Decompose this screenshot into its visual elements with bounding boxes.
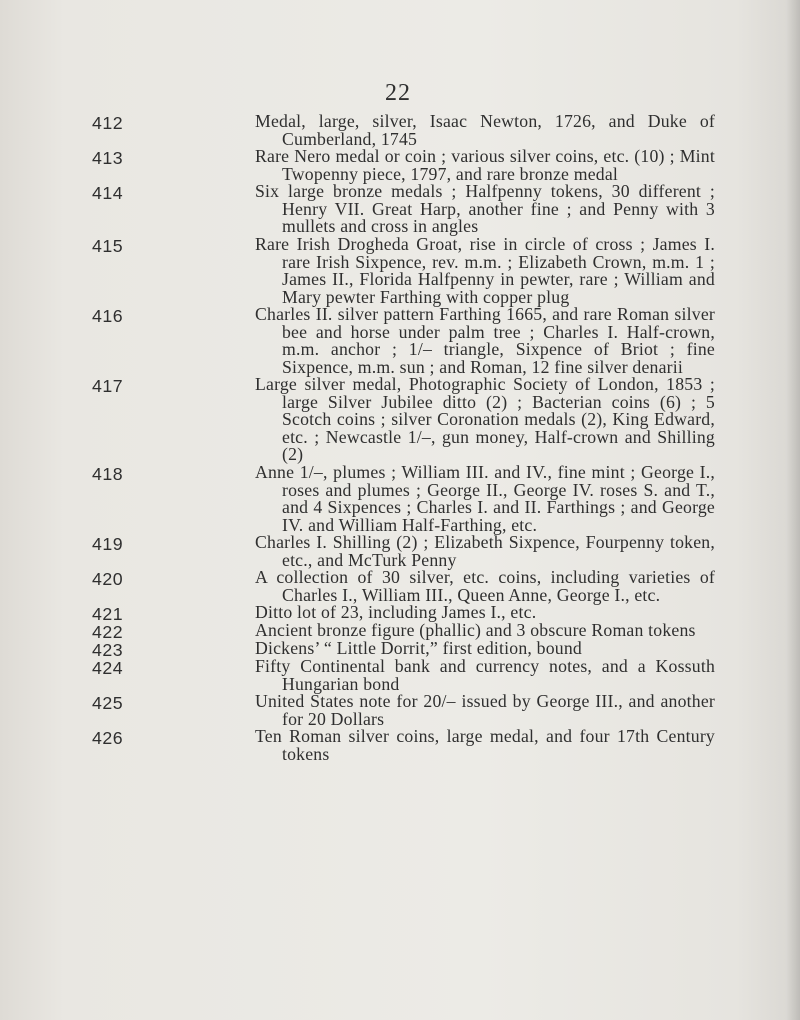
lot-number: 413 — [92, 148, 124, 168]
lot-number: 422 — [92, 622, 124, 642]
lot-description: Charles II. silver pattern Farthing 1665, and rare Roman silver bee and horse under palm tree ; Charles I. Half-crown, m.m. anchor ; 1/– triangle, Sixpence of Briot ; fine Sixpence, m.m. sun ; and Roman, 12 fine silver denarii — [255, 304, 715, 377]
lot-description: Anne 1/–, plumes ; William III. and IV., fine mint ; George I., roses and plumes ; George II., George IV. roses S. and T., and 4 Sixpences ; Charles I. and II. Farthings ; and George IV. and William Half-Farthing, etc. — [255, 462, 715, 535]
lot-number: 417 — [92, 376, 124, 396]
lot-description: Ancient bronze figure (phallic) and 3 obscure Roman tokens — [255, 620, 696, 640]
lot-description: Large silver medal, Photographic Society of London, 1853 ; large Silver Jubilee ditto (2) ; Bacterian coins (6) ; 5 Scotch coins ; silver Coronation medals (2), King Edward, etc. ; Newcastle 1/–, gun money, Half-crown and Shilling (2) — [255, 374, 715, 465]
lot-description: Ten Roman silver coins, large medal, and four 17th Century tokens — [255, 726, 715, 764]
lot-description: A collection of 30 silver, etc. coins, including varieties of Charles I., William III., Queen Anne, George I., etc. — [255, 567, 715, 605]
lot-number: 424 — [92, 658, 124, 678]
lot-number: 426 — [92, 728, 124, 748]
lot-number: 415 — [92, 236, 124, 256]
lot-number: 420 — [92, 569, 124, 589]
lot-description: Dickens’ “ Little Dorrit,” first edition, bound — [255, 638, 582, 658]
lot-number: 416 — [92, 306, 124, 326]
lot-description: Rare Nero medal or coin ; various silver coins, etc. (10) ; Mint Twopenny piece, 1797, and rare bronze medal — [255, 146, 715, 184]
lot-description: Charles I. Shilling (2) ; Elizabeth Sixpence, Fourpenny token, etc., and McTurk Penny — [255, 532, 715, 570]
lot-number: 421 — [92, 604, 124, 624]
lot-description: Medal, large, silver, Isaac Newton, 1726, and Duke of Cumberland, 1745 — [255, 111, 715, 149]
lot-number: 419 — [92, 534, 124, 554]
page-number: 22 — [385, 80, 411, 106]
lot-number: 414 — [92, 183, 124, 203]
lot-description: United States note for 20/– issued by George III., and another for 20 Dollars — [255, 691, 715, 729]
lot-number: 412 — [92, 113, 124, 133]
lot-number: 423 — [92, 640, 124, 660]
lot-number: 418 — [92, 464, 124, 484]
page-edge-shadow — [786, 0, 800, 1020]
lot-description: Fifty Continental bank and currency notes, and a Kossuth Hungarian bond — [255, 656, 715, 694]
lot-description: Six large bronze medals ; Halfpenny tokens, 30 different ; Henry VII. Great Harp, another fine ; and Penny with 3 mullets and cross in angles — [255, 181, 715, 237]
lot-description: Ditto lot of 23, including James I., etc. — [255, 602, 537, 622]
lot-number: 425 — [92, 693, 124, 713]
lot-description: Rare Irish Drogheda Groat, rise in circle of cross ; James I. rare Irish Sixpence, rev. m.m. ; Elizabeth Crown, m.m. 1 ; James II., Florida Halfpenny in pewter, rare ; William and Mary pewter Farthing with copper plug — [255, 234, 715, 307]
